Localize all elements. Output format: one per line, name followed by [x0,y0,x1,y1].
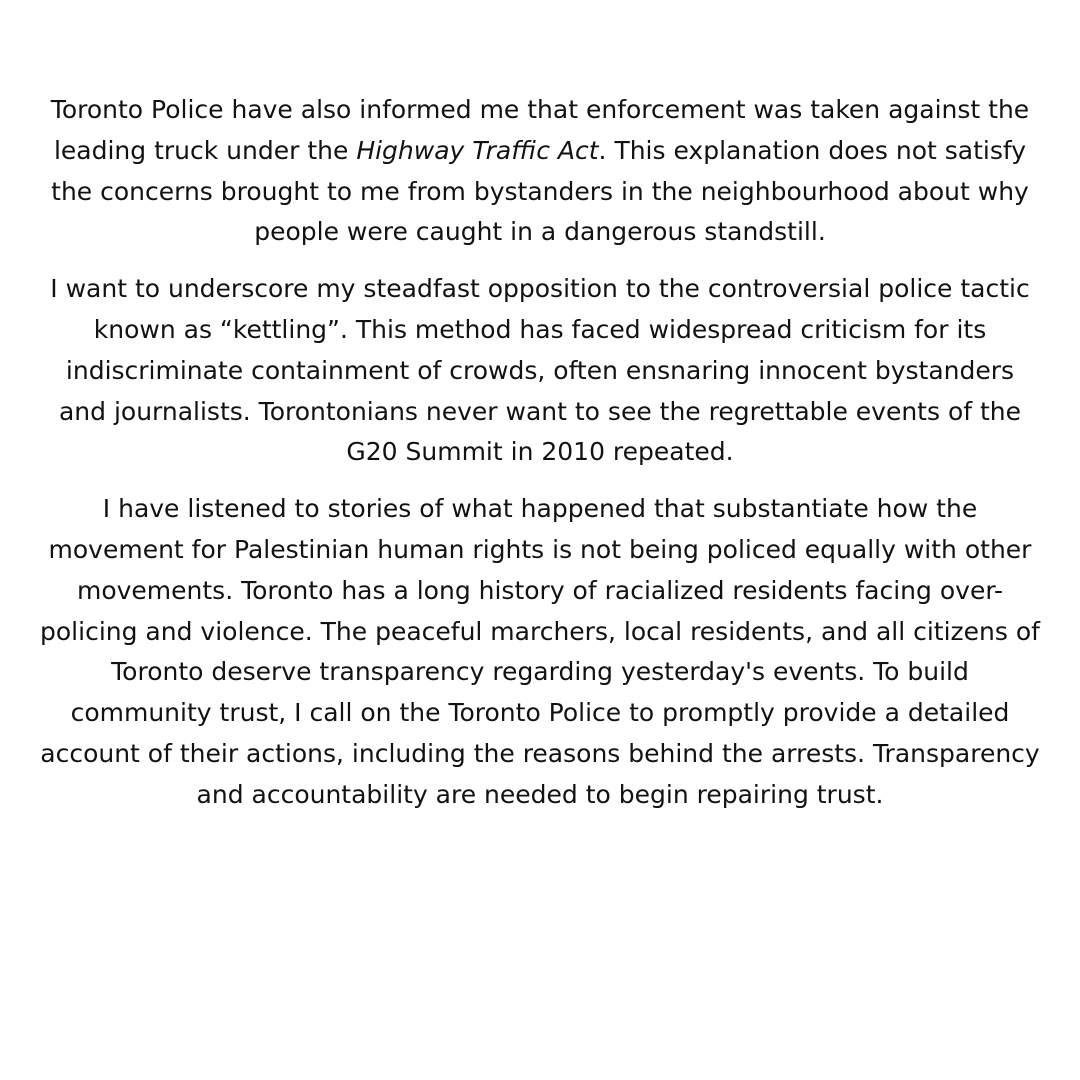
paragraph-2: I want to underscore my steadfast opposition to the controversial police tactic known as “kettling”. This method has faced widespread criticism for its indiscriminate containment of crowds, often ensnaring innocent bystanders and journalists. Torontonians never want to see the regrettable events of the G20 Summit in 2010 repeated. [50,274,1030,467]
paragraph-1 [40,90,1040,253]
highway-traffic-act-title: Highway Traffic Act [356,135,599,165]
paragraph-1-text-before-title: Toronto Police have also informed me that enforcement was taken against the leading truck under the [50,95,1030,165]
paragraph-3: I have listened to stories of what happened that substantiate how the movement for Palestinian human rights is not being policed equally with other movements. Toronto has a long history of racialized residents facing over-policing and violence. The peaceful marchers, local residents, and all citizens of Toronto deserve transparency regarding yesterday's events. To build community trust, I call on the Toronto Police to promptly provide a detailed account of their actions, including the reasons behind the arrests. Transparency and accountability are needed to begin repairing trust. [40,494,1040,809]
statement-text [40,90,1040,832]
paragraph-1-text-after-title: . This explanation does not satisfy the concerns brought to me from bystanders in the neighbourhood about why people were caught in a dangerous standstill. [51,135,1029,247]
